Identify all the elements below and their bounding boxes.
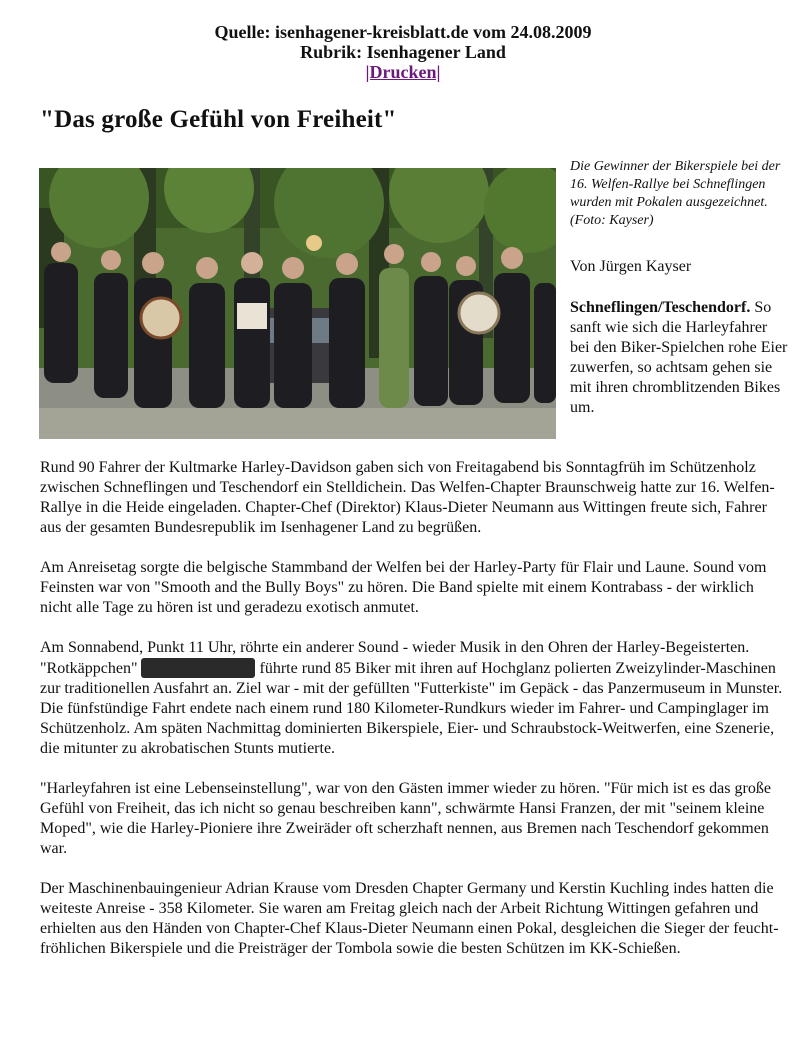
side-column (570, 158, 790, 418)
paragraph-3-start: Am Sonnabend, Punkt 11 Uhr, röhrte ein anderer Sound - wieder Musik in den Ohren der Harley-Begeisterten. "Rotkäppchen" (40, 639, 750, 677)
article-photo (39, 168, 556, 439)
article-header (0, 0, 806, 82)
paragraph-2: Am Anreisetag sorgte die belgische Stammband der Welfen bei der Harley-Party für Flair und Laune. Sound vom Feinsten war von "Smooth and the Bully Boys" zu hören. Die Band spielte mit einem Kontrabass - der wirklich nicht alle Tage zu hören ist und geradezu exotisch anmutet. (40, 559, 767, 616)
article-title: "Das große Gefühl von Freiheit" (40, 106, 397, 133)
paragraph-3-end: führte rund 85 Biker mit ihren auf Hochglanz polierten Zweizylinder-Maschinen zur traditionellen Ausfahrt an. Ziel war - mit der gefüllten "Futterkiste" im Gepäck - das Panzermuseum in Munster. Die fünfstündige Fahrt endete nach einem rund 180 Kilometer-Rundkurs wieder im Fahrer- und Campinglager im Schützenholz. Am späten Nachmittag dominierten Bikerspiele, Eier- und Schraubstock-Weitwerfen, eine Szenerie, die mitunter zu akrobatischen Stunts mutierte. (40, 660, 783, 757)
photo-caption: Die Gewinner der Bikerspiele bei der 16. Welfen-Rallye bei Schneflingen wurden mit Pokalen ausgezeichnet. (Foto: Kayser) (570, 159, 781, 228)
redaction-bar (141, 658, 255, 678)
paragraph-4: "Harleyfahren ist eine Lebenseinstellung", war von den Gästen immer wieder zu hören. "Für mich ist es das große Gefühl von Freiheit, das ich nicht so genau beschreiben kann", schwärmte Hansi Franzen, der mit "seinem kleine Moped", wie die Harley-Pioniere ihre Zweiräder oft scherzhaft nennen, aus Bremen nach Teschendorf gekommen war. (40, 780, 771, 857)
article-body (40, 458, 785, 979)
source-line: Quelle: isenhagener-kreisblatt.de vom 24.08.2009 (214, 22, 592, 42)
lead-place: Schneflingen/Teschendorf. (570, 299, 751, 316)
paragraph-1: Rund 90 Fahrer der Kultmarke Harley-Davidson gaben sich von Freitagabend bis Sonntagfrüh im Schützenholz zwischen Schneflingen und Teschendorf ein Stelldichein. Das Welfen-Chapter Braunschweig hatte zur 16. Welfen-Rallye in die Heide eingeladen. Chapter-Chef (Direktor) Klaus-Dieter Neumann aus Wittingen freute sich, Fahrer aus der gesamten Bundesrepublik im Isenhagener Land zu begrüßen. (40, 459, 775, 536)
paragraph-3 (40, 638, 785, 759)
section-line: Rubrik: Isenhagener Land (300, 42, 506, 62)
paragraph-5: Der Maschinenbauingenieur Adrian Krause vom Dresden Chapter Germany und Kerstin Kuchling indes hatten die weiteste Anreise - 358 Kilometer. Sie waren am Freitag gleich nach der Arbeit Richtung Wittingen gefahren und erhielten aus den Händen von Chapter-Chef Klaus-Dieter Neumann einen Pokal, desgleichen die Sieger der feucht-fröhlichen Bikerspiele und die Preisträger der Tombola sowie die besten Schützen im KK-Schießen. (40, 880, 779, 957)
author-line: Von Jürgen Kayser (570, 258, 692, 275)
print-link[interactable]: |Drucken| (365, 62, 441, 82)
photo-illustration (39, 168, 556, 439)
lead-paragraph (570, 298, 790, 418)
lead-text: So sanft wie sich die Harleyfahrer bei den Biker-Spielchen rohe Eier zuwerfen, so achtsam gehen sie mit ihren chromblitzenden Bikes um. (570, 299, 788, 416)
